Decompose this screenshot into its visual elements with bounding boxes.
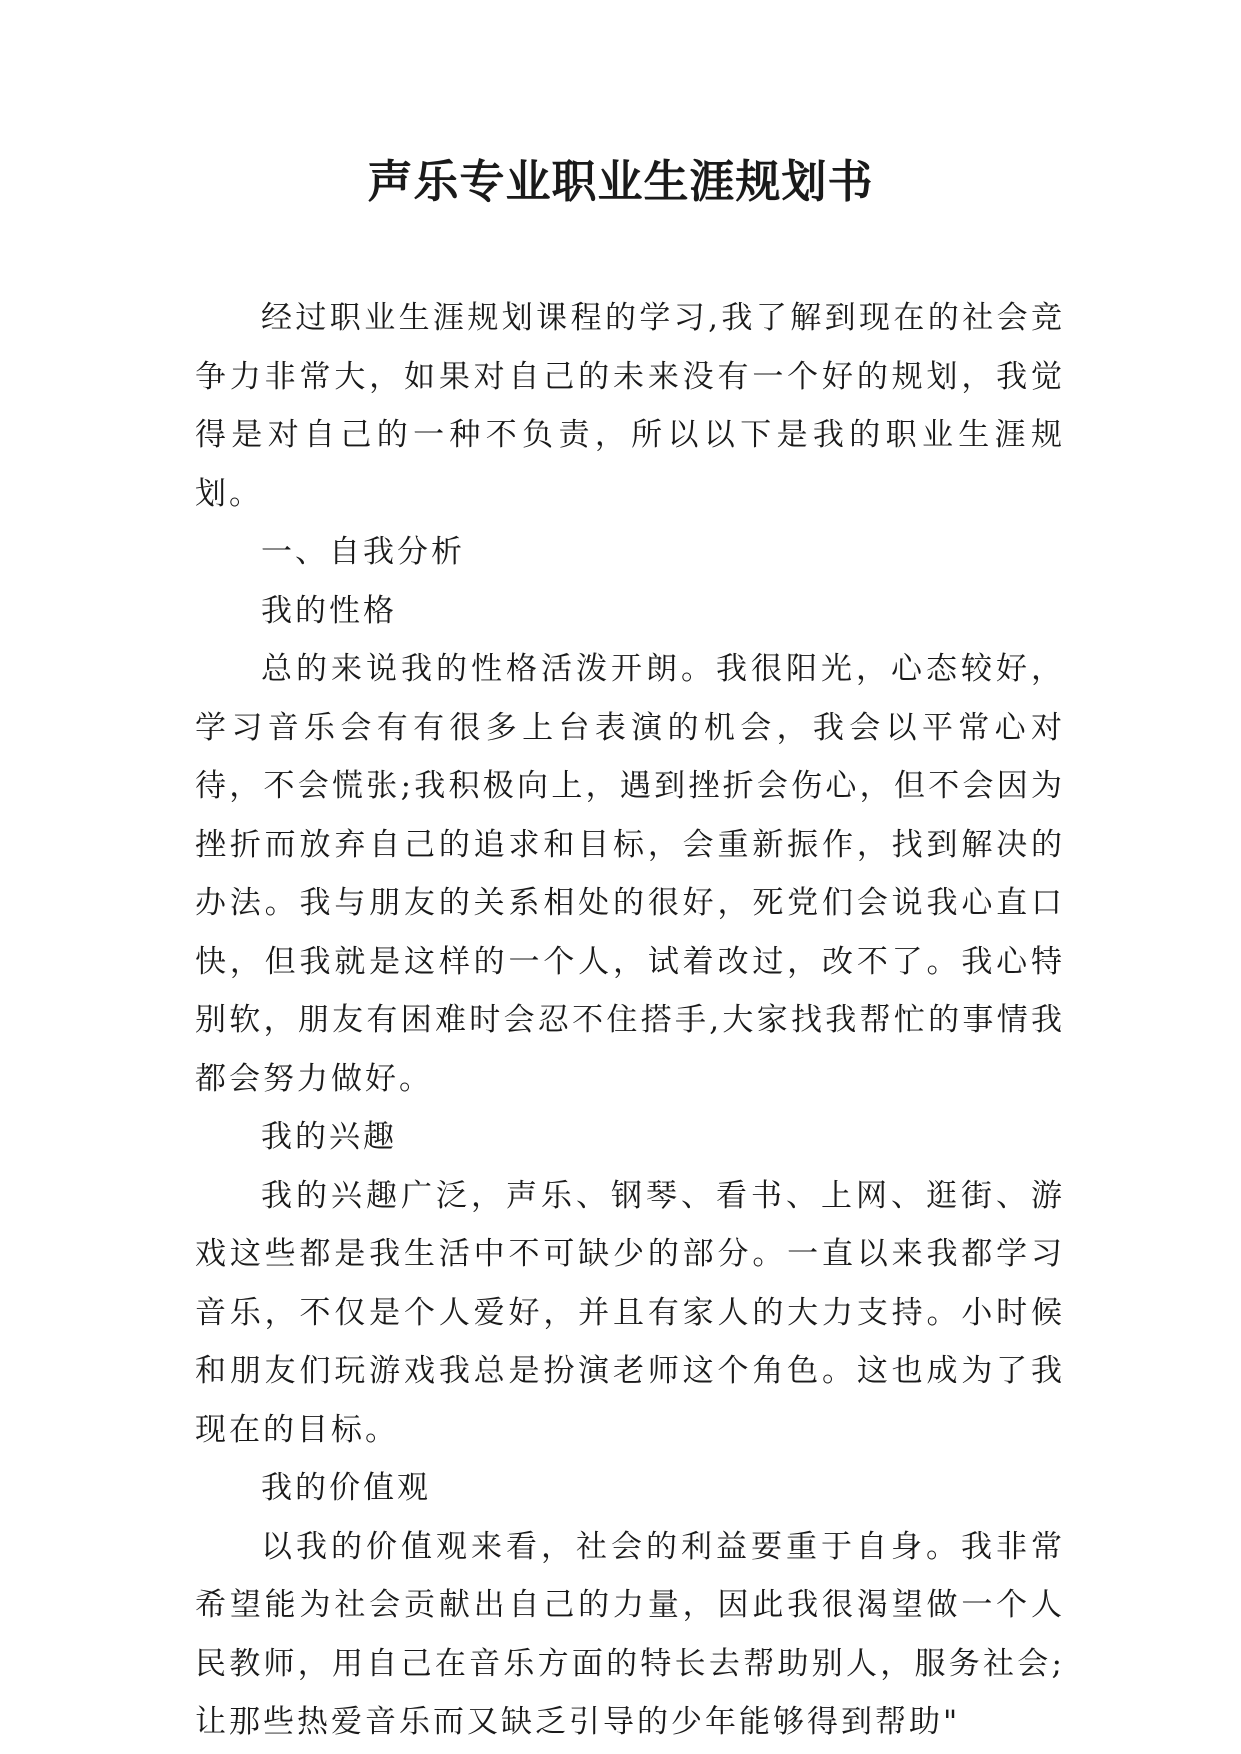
interests-paragraph: 我的兴趣广泛，声乐、钢琴、看书、上网、逛街、游戏这些都是我生活中不可缺少的部分。一直以来我都学习音乐，不仅是个人爱好，并且有家人的大力支持。小时候和朋友们玩游戏我总是扮演老师这个角色。这也成为了我现在的目标。 [195,1177,1065,1448]
intro-paragraph: 经过职业生涯规划课程的学习,我了解到现在的社会竞争力非常大，如果对自己的未来没有一个好的规划，我觉得是对自己的一种不负责，所以以下是我的职业生涯规划。 [195,300,1065,512]
section-heading-self-analysis: 一、自我分析 [261,534,465,570]
document-title: 声乐专业职业生涯规划书 [367,155,874,208]
personality-paragraph: 总的来说我的性格活泼开朗。我很阳光，心态较好，学习音乐会有有很多上台表演的机会，我会以平常心对待，不会慌张;我积极向上，遇到挫折会伤心，但不会因为挫折而放弃自己的追求和目标，会重新振作，找到解决的办法。我与朋友的关系相处的很好，死党们会说我心直口快，但我就是这样的一个人，试着改过，改不了。我心特别软，朋友有困难时会忍不住搭手,大家找我帮忙的事情我都会努力做好。 [195,651,1065,1097]
subheading-values: 我的价值观 [261,1470,431,1506]
subheading-interests: 我的兴趣 [261,1119,397,1155]
subheading-personality: 我的性格 [261,592,397,629]
document-body [195,289,1065,1752]
values-paragraph: 以我的价值观来看，社会的利益要重于自身。我非常希望能为社会贡献出自己的力量，因此我很渴望做一个人民教师，用自己在音乐方面的特长去帮助别人，服务社会;让那些热爱音乐而又缺乏引导的少年能够得到帮助" [195,1528,1065,1740]
